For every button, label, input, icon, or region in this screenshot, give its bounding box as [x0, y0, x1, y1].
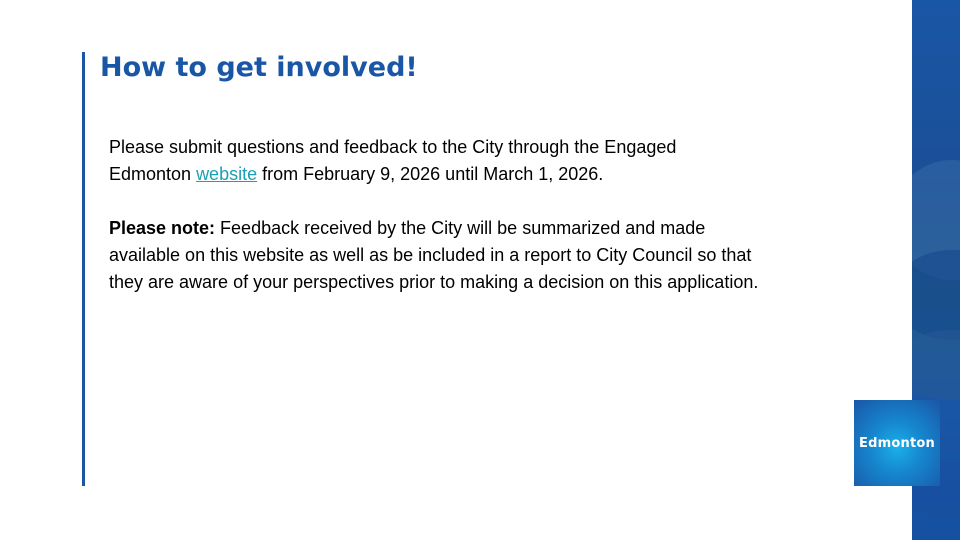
slide-title: How to get involved!	[100, 52, 418, 83]
edmonton-logo	[854, 400, 940, 486]
note-paragraph	[109, 215, 759, 296]
slide-body	[109, 134, 759, 296]
website-link[interactable]: website	[196, 164, 258, 184]
submission-paragraph	[109, 134, 759, 188]
paragraph-spacer	[109, 188, 759, 215]
side-panel-wave	[912, 330, 960, 400]
side-panel-wave	[912, 250, 960, 340]
note-text: Feedback received by the City will be summarized and made available on this website as well as be included in a report to City Council so that they are aware of your perspectives prior to making a decision on this application.	[109, 218, 759, 292]
submission-text-end: from February 9, 2026 until March 1, 2026.	[257, 164, 604, 184]
edmonton-logo-text: Edmonton	[859, 435, 935, 451]
title-accent-bar	[82, 52, 85, 486]
submission-text-start: Please submit questions and feedback to the City through the Engaged Edmonton	[109, 137, 677, 184]
note-label: Please note:	[109, 218, 216, 238]
